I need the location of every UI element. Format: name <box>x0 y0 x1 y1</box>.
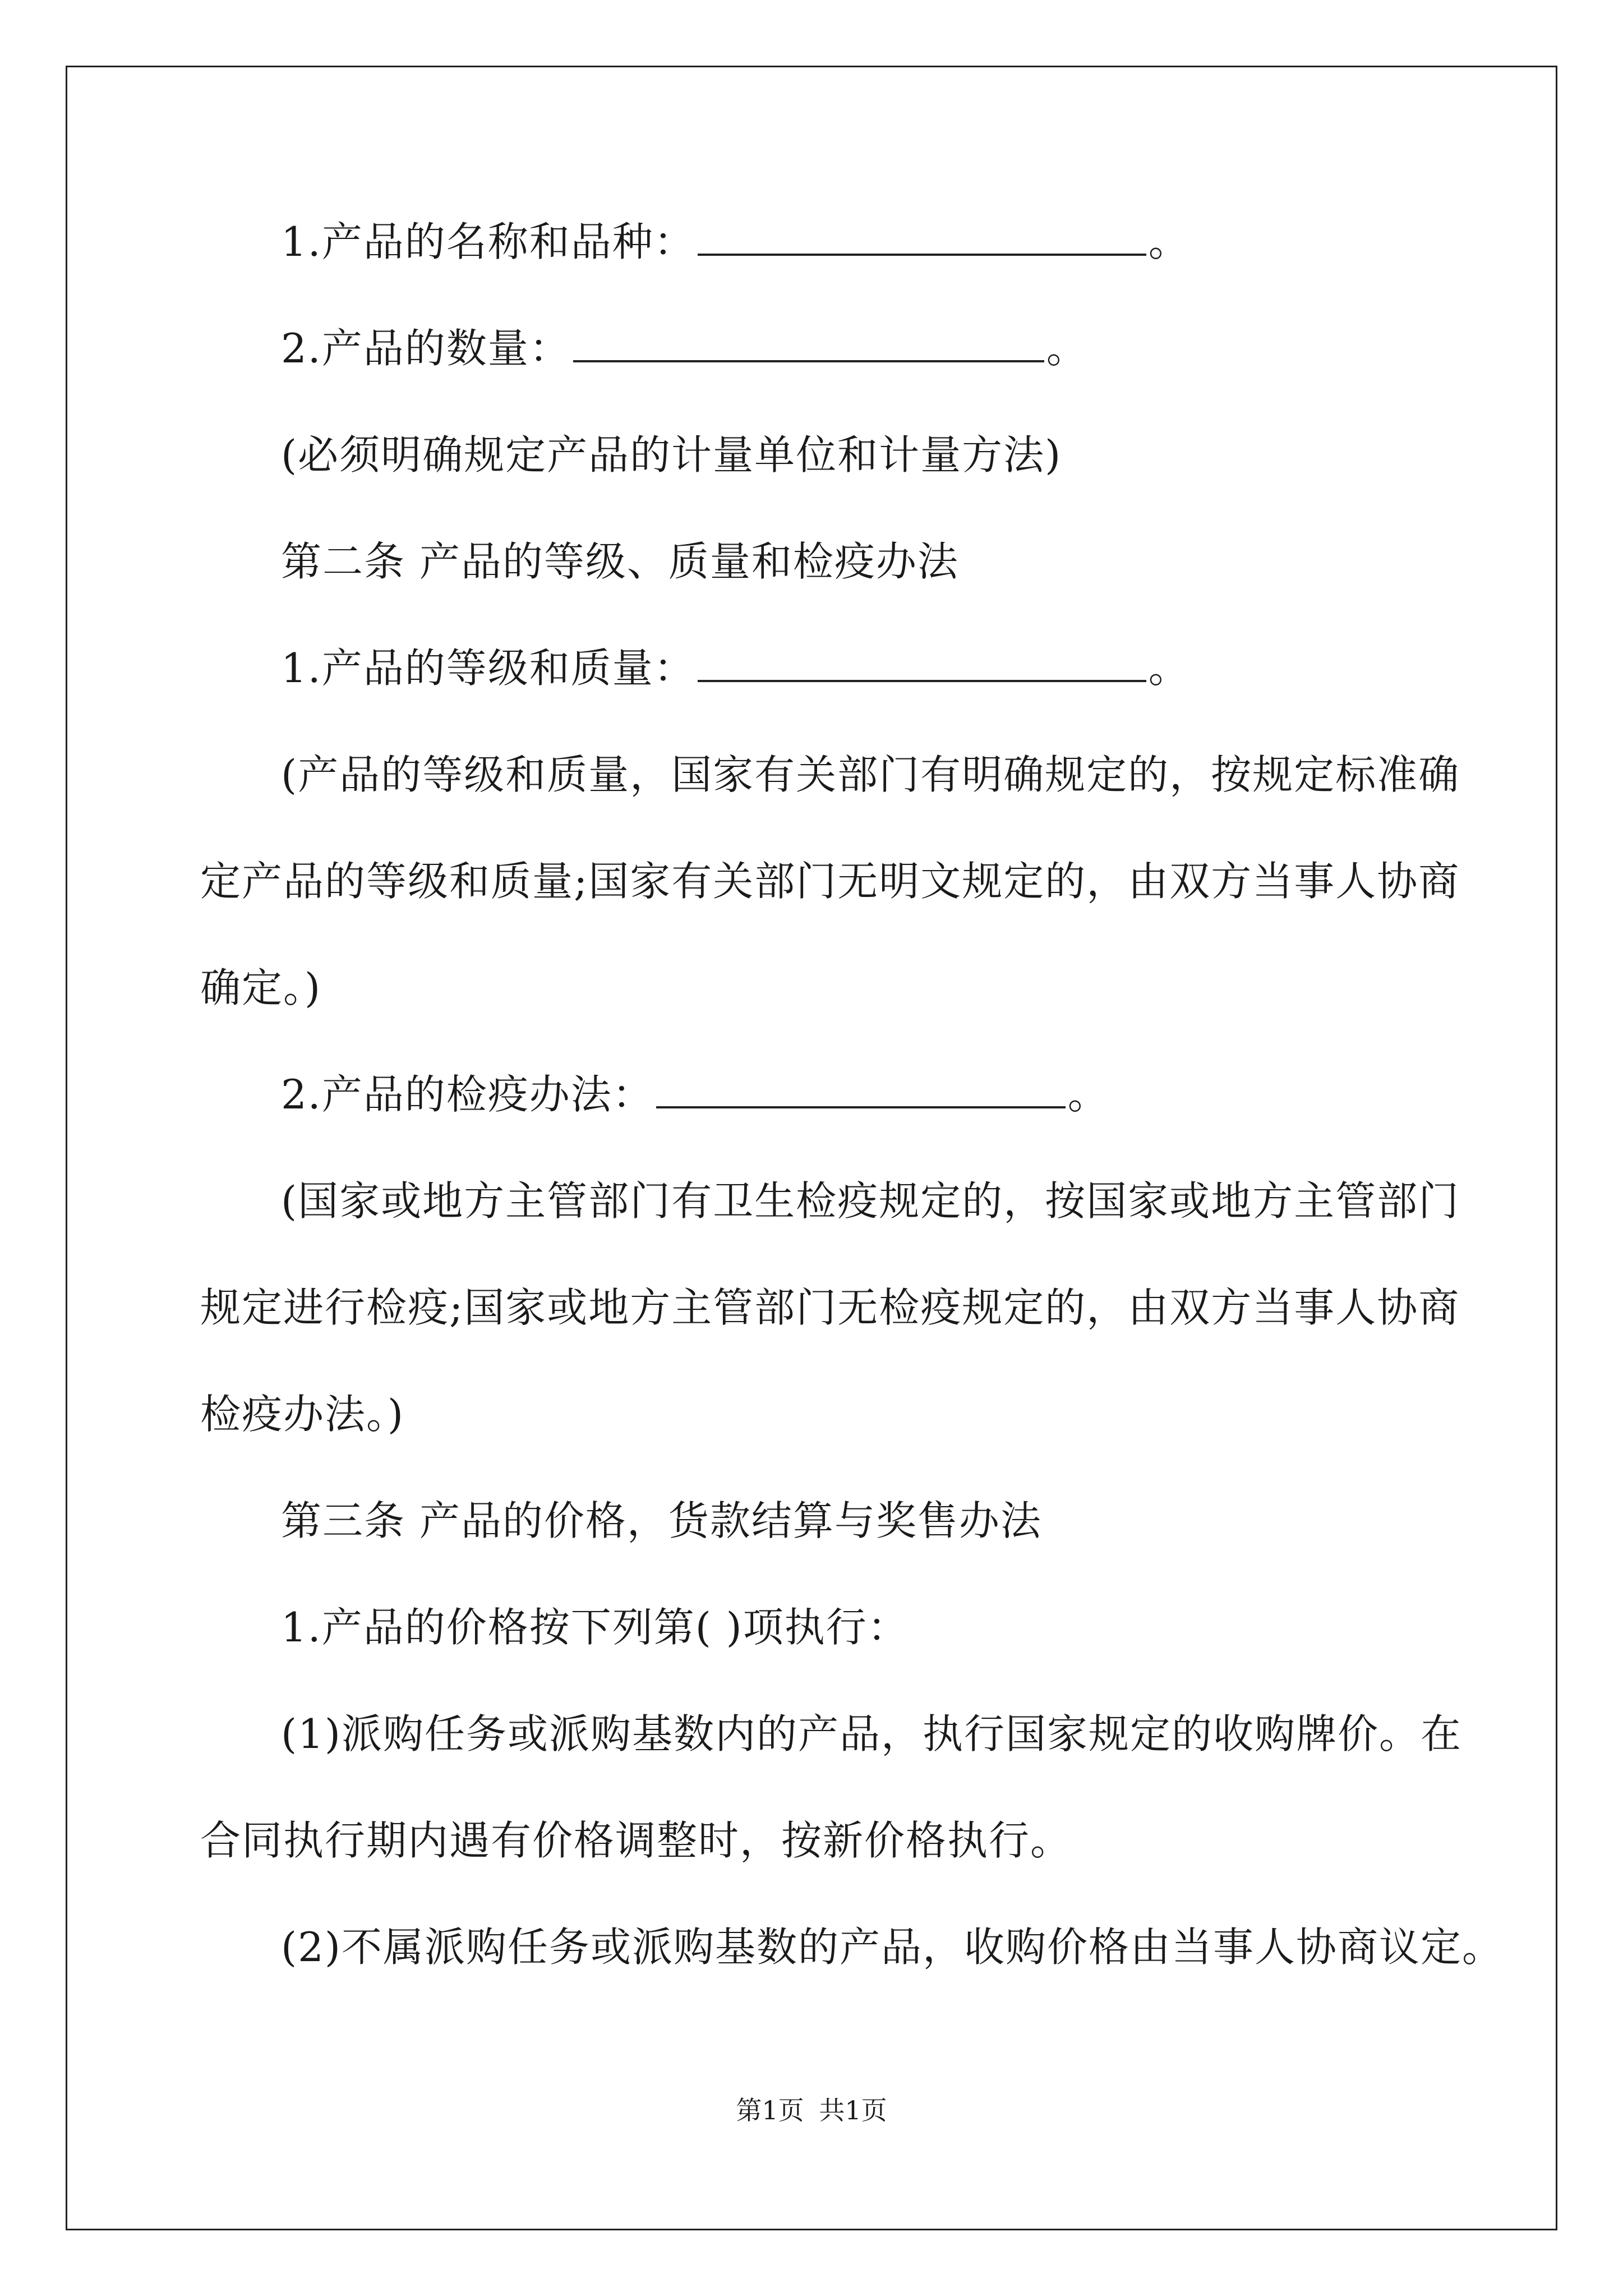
paragraph-line: 合同执行期内遇有价格调整时，按新价格执行。 <box>200 1817 1072 1864</box>
line-suffix: 。 <box>1067 1071 1109 1118</box>
paragraph-line: (国家或地方主管部门有卫生检疫规定的，按国家或地方主管部门 <box>281 1177 1460 1225</box>
item-grade-quality <box>200 641 1190 695</box>
article-3-heading: 第三条 产品的价格，货款结算与奖售办法 <box>281 1497 1042 1544</box>
page-number: 第1页 <box>736 2095 804 2125</box>
paragraph-line: 确定。) <box>200 964 322 1011</box>
item-price-option: 1.产品的价格按下列第( )项执行： <box>281 1604 909 1651</box>
paragraph-line: (1)派购任务或派购基数内的产品，执行国家规定的收购牌价。在 <box>281 1710 1462 1757</box>
paragraph-line: (产品的等级和质量，国家有关部门有明确规定的，按规定标准确 <box>281 751 1460 798</box>
line-suffix: 。 <box>1148 645 1190 692</box>
fill-in-blank[interactable] <box>656 1073 1066 1108</box>
line-text: 2.产品的数量： <box>281 325 571 372</box>
paragraph-line: 定产品的等级和质量;国家有关部门无明文规定的，由双方当事人协商 <box>200 858 1460 905</box>
line-text: 1.产品的等级和质量： <box>281 645 695 692</box>
line-text: 2.产品的检疫办法： <box>281 1071 654 1118</box>
paragraph-line: 检疫办法。) <box>200 1391 405 1438</box>
fill-in-blank[interactable] <box>573 326 1044 362</box>
item-quarantine-method <box>200 1068 1109 1121</box>
page-border <box>66 66 1557 2230</box>
line-text: 1.产品的名称和品种： <box>281 218 695 265</box>
paragraph-line: (2)不属派购任务或派购基数的产品，收购价格由当事人协商议定。 <box>281 1924 1504 1971</box>
page-total: 共1页 <box>819 2095 887 2125</box>
paragraph-line: 规定进行检疫;国家或地方主管部门无检疫规定的，由双方当事人协商 <box>200 1284 1460 1331</box>
fill-in-blank[interactable] <box>698 646 1146 682</box>
item-product-name <box>200 215 1190 269</box>
line-suffix: 。 <box>1148 218 1190 265</box>
page-footer <box>0 2093 1623 2127</box>
fill-in-blank[interactable] <box>698 220 1146 256</box>
item-product-quantity <box>200 321 1088 375</box>
article-2-heading: 第二条 产品的等级、质量和检疫办法 <box>281 538 959 585</box>
line-suffix: 。 <box>1046 325 1088 372</box>
note-measurement: (必须明确规定产品的计量单位和计量方法) <box>281 431 1062 478</box>
